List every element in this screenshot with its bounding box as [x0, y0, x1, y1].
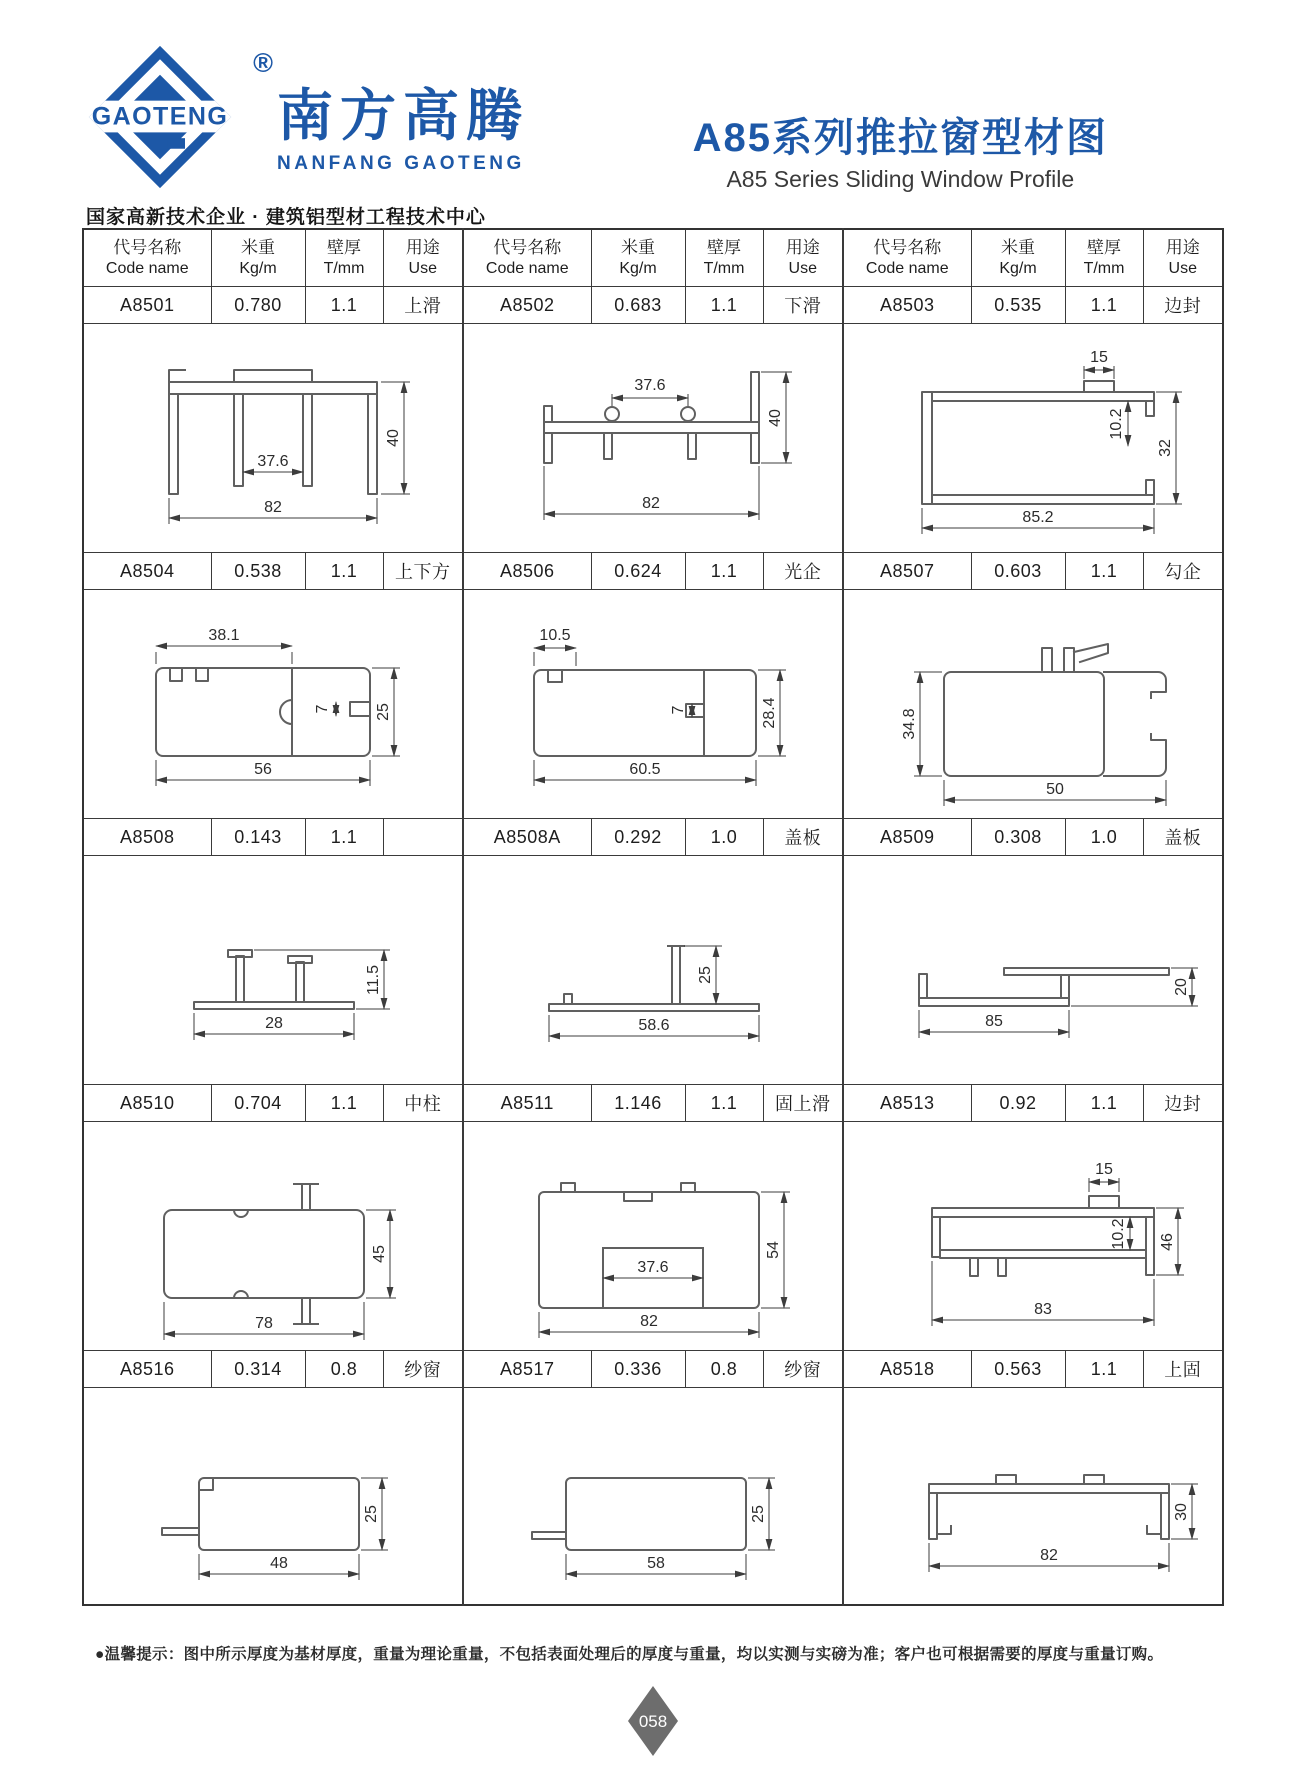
drawing-cell-a8513 [843, 1122, 1223, 1351]
header-thickness: 壁厚 T/mm [305, 229, 383, 287]
use-cell: 边封 [1143, 287, 1223, 324]
dim-text: 20 [1173, 978, 1190, 996]
data-row-5 [83, 1351, 1223, 1388]
dim-text: 50 [1046, 781, 1064, 798]
header-code: 代号名称 Code name [843, 229, 971, 287]
code-cell: A8509 [843, 819, 971, 856]
thickness-cell: 1.0 [685, 819, 763, 856]
code-cell: A8508A [463, 819, 591, 856]
drawing-row-2 [83, 590, 1223, 819]
profile-drawing-a8511 [464, 1122, 842, 1350]
dim-text: 25 [697, 966, 714, 984]
use-cell: 上下方 [383, 553, 463, 590]
header-thickness: 壁厚 T/mm [685, 229, 763, 287]
use-cell: 光企 [763, 553, 843, 590]
thickness-cell: 1.1 [305, 819, 383, 856]
use-cell: 上滑 [383, 287, 463, 324]
drawing-cell-a8508 [83, 856, 463, 1085]
code-cell: A8516 [83, 1351, 211, 1388]
data-row-4 [83, 1085, 1223, 1122]
brand-logo [85, 42, 273, 192]
thickness-cell: 1.1 [1065, 1351, 1143, 1388]
dim-text: 78 [255, 1315, 273, 1332]
dim-text: 85 [985, 1013, 1003, 1030]
weight-cell: 0.603 [971, 553, 1065, 590]
dim-text: 25 [363, 1505, 380, 1523]
profile-drawing-a8518 [844, 1388, 1222, 1604]
weight-cell: 0.292 [591, 819, 685, 856]
code-cell: A8510 [83, 1085, 211, 1122]
drawing-cell-a8516 [83, 1388, 463, 1606]
dim-text: 10.2 [1108, 408, 1125, 440]
header-use: 用途 Use [383, 229, 463, 287]
header-code: 代号名称 Code name [83, 229, 211, 287]
thickness-cell: 1.1 [685, 287, 763, 324]
dim-text: 58.6 [638, 1017, 670, 1034]
thickness-cell: 1.1 [1065, 553, 1143, 590]
weight-cell: 0.92 [971, 1085, 1065, 1122]
dim-text: 54 [765, 1241, 782, 1259]
thickness-cell: 1.1 [1065, 1085, 1143, 1122]
code-cell: A8513 [843, 1085, 971, 1122]
drawing-cell-a8506 [463, 590, 843, 819]
thickness-cell: 1.1 [305, 553, 383, 590]
profile-drawing-a8501 [84, 324, 462, 552]
brand-name-cn: 南方高腾 [277, 84, 529, 147]
dim-text: 10.5 [539, 627, 571, 644]
data-row-1 [83, 287, 1223, 324]
drawing-cell-a8518 [843, 1388, 1223, 1606]
header-use: 用途 Use [763, 229, 843, 287]
drawing-cell-a8501 [83, 324, 463, 553]
thickness-cell: 0.8 [305, 1351, 383, 1388]
dim-text: 56 [254, 761, 272, 778]
dim-text: 28 [265, 1015, 283, 1032]
drawing-cell-a8503 [843, 324, 1223, 553]
dim-text: 83 [1034, 1301, 1052, 1318]
dim-text: 82 [264, 499, 282, 516]
dim-text: 82 [642, 495, 660, 512]
drawing-cell-a8502 [463, 324, 843, 553]
weight-cell: 0.535 [971, 287, 1065, 324]
code-cell: A8503 [843, 287, 971, 324]
use-cell: 盖板 [763, 819, 843, 856]
thickness-cell: 1.1 [305, 1085, 383, 1122]
dim-text: 46 [1159, 1233, 1176, 1251]
code-cell: A8506 [463, 553, 591, 590]
code-cell: A8508 [83, 819, 211, 856]
drawing-cell-a8517 [463, 1388, 843, 1606]
drawing-row-5 [83, 1388, 1223, 1606]
dim-text: 37.6 [634, 377, 666, 394]
weight-cell: 1.146 [591, 1085, 685, 1122]
profile-drawing-a8508a [464, 856, 842, 1084]
dim-text: 15 [1090, 349, 1108, 366]
drawing-cell-a8507 [843, 590, 1223, 819]
use-cell: 固上滑 [763, 1085, 843, 1122]
header-weight: 米重 Kg/m [211, 229, 305, 287]
dim-text: 30 [1173, 1503, 1190, 1521]
page-title-cn: A85系列推拉窗型材图 [692, 116, 1108, 160]
weight-cell: 0.704 [211, 1085, 305, 1122]
data-row-3 [83, 819, 1223, 856]
use-cell [383, 819, 463, 856]
dim-text: 85.2 [1022, 509, 1054, 526]
dim-text: 32 [1157, 439, 1174, 457]
drawing-row-4 [83, 1122, 1223, 1351]
logo-text: GAOTENG [91, 102, 229, 131]
header-weight: 米重 Kg/m [971, 229, 1065, 287]
dim-text: 37.6 [257, 453, 289, 470]
drawing-cell-a8504 [83, 590, 463, 819]
dim-text: 40 [767, 409, 784, 427]
profile-drawing-a8509 [844, 856, 1222, 1084]
dim-text: 10.2 [1110, 1218, 1127, 1250]
dim-text: 40 [385, 429, 402, 447]
weight-cell: 0.308 [971, 819, 1065, 856]
weight-cell: 0.624 [591, 553, 685, 590]
profile-drawing-a8508 [84, 856, 462, 1084]
thickness-cell: 1.0 [1065, 819, 1143, 856]
drawing-cell-a8511 [463, 1122, 843, 1351]
dim-text: 28.4 [761, 697, 778, 729]
header-thickness: 壁厚 T/mm [1065, 229, 1143, 287]
header-use: 用途 Use [1143, 229, 1223, 287]
dim-text: 82 [1040, 1547, 1058, 1564]
profile-drawing-a8502 [464, 324, 842, 552]
use-cell: 盖板 [1143, 819, 1223, 856]
header-row [83, 229, 1223, 287]
weight-cell: 0.143 [211, 819, 305, 856]
page-title [693, 116, 1108, 193]
page-title-en: A85 Series Sliding Window Profile [726, 166, 1075, 192]
header-code: 代号名称 Code name [463, 229, 591, 287]
code-cell: A8504 [83, 553, 211, 590]
dim-text: 82 [640, 1313, 658, 1330]
page-number-diamond [628, 1686, 678, 1756]
use-cell: 勾企 [1143, 553, 1223, 590]
drawing-cell-a8509 [843, 856, 1223, 1085]
profile-drawing-a8517 [464, 1388, 842, 1604]
profile-drawing-a8507 [844, 590, 1222, 818]
dim-text: 15 [1095, 1161, 1113, 1178]
weight-cell: 0.780 [211, 287, 305, 324]
profile-drawing-a8513 [844, 1122, 1222, 1350]
code-cell: A8507 [843, 553, 971, 590]
header-weight: 米重 Kg/m [591, 229, 685, 287]
profile-drawing-a8506 [464, 590, 842, 818]
weight-cell: 0.538 [211, 553, 305, 590]
dim-text: 25 [750, 1505, 767, 1523]
profile-drawing-a8516 [84, 1388, 462, 1604]
code-cell: A8502 [463, 287, 591, 324]
dim-text: 38.1 [208, 627, 240, 644]
code-cell: A8518 [843, 1351, 971, 1388]
drawing-row-1 [83, 324, 1223, 553]
dim-text: 48 [270, 1555, 288, 1572]
brand-tagline: 国家高新技术企业 · 建筑铝型材工程技术中心 [86, 207, 486, 228]
dim-text: 37.6 [637, 1259, 669, 1276]
dim-text: 45 [371, 1245, 388, 1263]
registered-mark: ® [253, 48, 273, 78]
brand-name-en: NANFANG GAOTENG [277, 153, 525, 174]
use-cell: 边封 [1143, 1085, 1223, 1122]
thickness-cell: 0.8 [685, 1351, 763, 1388]
footer-note: ●温馨提示：图中所示厚度为基材厚度，重量为理论重量，不包括表面处理后的厚度与重量，均以实测与实磅为准；客户也可根据需要的厚度与重量订购。 [95, 1646, 1164, 1663]
page-number: 058 [638, 1712, 668, 1731]
use-cell: 纱窗 [763, 1351, 843, 1388]
drawing-cell-a8508a [463, 856, 843, 1085]
dim-text: 7 [670, 705, 687, 715]
dim-text: 60.5 [629, 761, 661, 778]
thickness-cell: 1.1 [1065, 287, 1143, 324]
code-cell: A8517 [463, 1351, 591, 1388]
dim-text: 34.8 [901, 708, 918, 740]
code-cell: A8501 [83, 287, 211, 324]
drawing-row-3 [83, 856, 1223, 1085]
dim-text: 25 [375, 703, 392, 721]
drawing-cell-a8510 [83, 1122, 463, 1351]
use-cell: 上固 [1143, 1351, 1223, 1388]
weight-cell: 0.683 [591, 287, 685, 324]
brand-header [85, 42, 529, 192]
use-cell: 中柱 [383, 1085, 463, 1122]
profile-table [82, 228, 1224, 1606]
dim-text: 58 [647, 1555, 665, 1572]
weight-cell: 0.563 [971, 1351, 1065, 1388]
weight-cell: 0.314 [211, 1351, 305, 1388]
dim-text: 7 [314, 704, 331, 714]
use-cell: 纱窗 [383, 1351, 463, 1388]
dim-text: 11.5 [365, 965, 382, 995]
profile-drawing-a8510 [84, 1122, 462, 1350]
thickness-cell: 1.1 [685, 553, 763, 590]
code-cell: A8511 [463, 1085, 591, 1122]
profile-drawing-a8504 [84, 590, 462, 818]
data-row-2 [83, 553, 1223, 590]
gaoteng-diamond-logo-icon [85, 42, 235, 192]
brand-names [277, 42, 529, 175]
thickness-cell: 1.1 [685, 1085, 763, 1122]
weight-cell: 0.336 [591, 1351, 685, 1388]
use-cell: 下滑 [763, 287, 843, 324]
thickness-cell: 1.1 [305, 287, 383, 324]
profile-drawing-a8503 [844, 324, 1222, 552]
